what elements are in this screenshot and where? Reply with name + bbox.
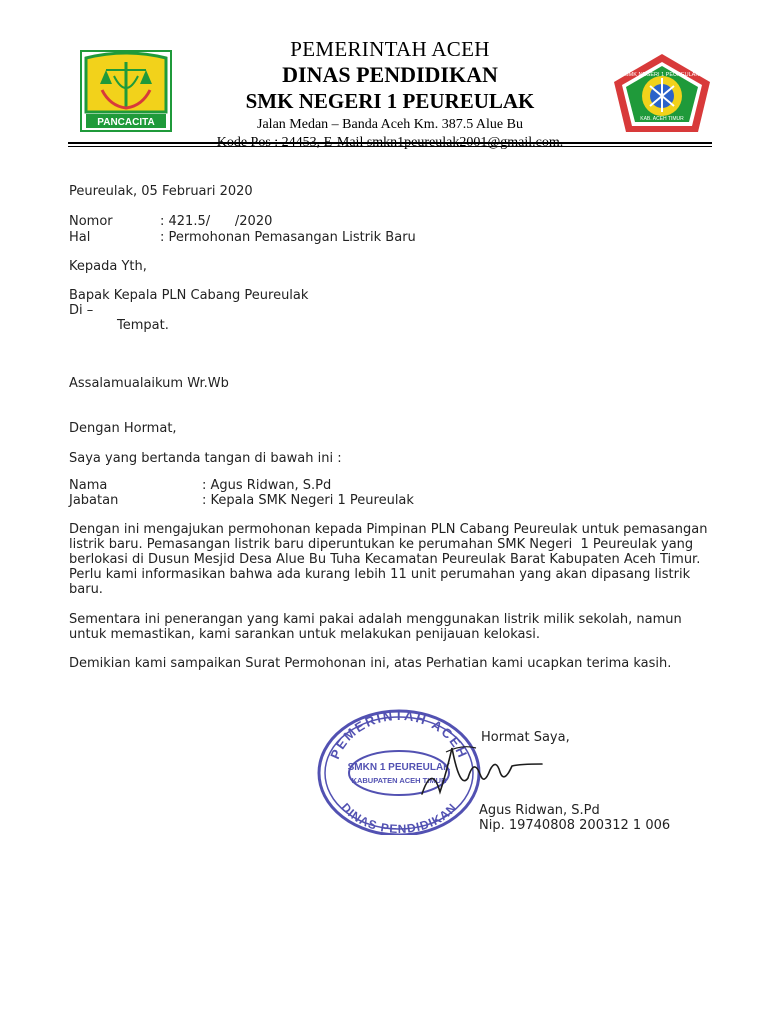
pancacita-text: PANCACITA <box>97 117 155 128</box>
paragraph-1-line: baru. <box>69 582 103 597</box>
letterhead-divider <box>68 142 712 144</box>
pancacita-logo <box>80 50 172 132</box>
letterhead-department: DINAS PENDIDIKAN <box>282 62 498 87</box>
paragraph-3 <box>69 656 689 671</box>
letterhead-government: PEMERINTAH ACEH <box>290 37 490 61</box>
paragraph-1-line: berlokasi di Dusun Mesjid Desa Alue Bu Tuha Kecamatan Peureulak Barat Kabupaten Aceh Timur. <box>69 552 701 567</box>
nomor-label: Nomor <box>69 214 113 229</box>
paragraph-1-line: Perlu kami informasikan bahwa ada kurang lebih 11 unit perumahan yang akan dipasang listrik <box>69 567 691 582</box>
paragraph-2-line: untuk memastikan, kami sarankan untuk melakukan penijauan kelokasi. <box>69 627 541 642</box>
stamp-ring-top-text: PEMERINTAH ACEH <box>327 707 471 762</box>
letterhead <box>180 36 600 151</box>
stamp-center-line2: KABUPATEN ACEH TIMUR <box>351 776 447 785</box>
svg-text:DINAS PENDIDIKAN <box>338 800 459 835</box>
paragraph-1-line: listrik baru. Pemasangan listrik baru diperuntukan ke perumahan SMK Negeri 1 Peureulak yang <box>69 537 694 552</box>
place-date: Peureulak, 05 Februari 2020 <box>69 184 253 199</box>
letterhead-address: Jalan Medan – Banda Aceh Km. 387.5 Alue Bu <box>257 117 523 132</box>
salam: Assalamualaikum Wr.Wb <box>69 376 229 391</box>
letterhead-contact: Kode Pos : 24453, E-Mail smkn1peureulak2001@gmail.com. <box>216 135 564 150</box>
signer-name: Agus Ridwan, S.Pd <box>479 803 600 818</box>
nomor-value: : 421.5/ /2020 <box>160 214 273 229</box>
paragraph-2-line: Sementara ini penerangan yang kami pakai adalah menggunakan listrik milik sekolah, namun <box>69 612 682 627</box>
nama-label: Nama <box>69 478 108 493</box>
paragraph-3-line: Demikian kami sampaikan Surat Permohonan ini, atas Perhatian kami ucapkan terima kasih. <box>69 656 672 671</box>
hormat-open: Dengan Hormat, <box>69 421 177 436</box>
stamp-ring-bottom-text: DINAS PENDIDIKAN <box>338 800 460 835</box>
stamp-center-line1: SMKN 1 PEUREULAK <box>347 762 451 773</box>
paragraph-2 <box>69 612 689 642</box>
letterhead-school: SMK NEGERI 1 PEUREULAK <box>245 89 535 113</box>
school-emblem-logo <box>612 52 712 134</box>
nama-value: : Agus Ridwan, S.Pd <box>202 478 332 493</box>
di: Di – <box>69 303 94 318</box>
closing: Hormat Saya, <box>481 730 570 745</box>
recipient: Bapak Kepala PLN Cabang Peureulak <box>69 288 309 303</box>
emblem-top-text: SMK NEGERI 1 PEUREULAK <box>625 72 699 78</box>
jabatan-value: : Kepala SMK Negeri 1 Peureulak <box>202 493 414 508</box>
jabatan-label: Jabatan <box>69 493 119 508</box>
paragraph-1-line: Dengan ini mengajukan permohonan kepada Pimpinan PLN Cabang Peureulak untuk pemasangan <box>69 522 708 537</box>
hal-value: : Permohonan Pemasangan Listrik Baru <box>160 230 416 245</box>
intro: Saya yang bertanda tangan di bawah ini : <box>69 451 342 466</box>
signer-nip: Nip. 19740808 200312 1 006 <box>479 818 671 833</box>
letterhead-divider-thin <box>68 146 712 147</box>
tempat: Tempat. <box>117 318 169 333</box>
emblem-bottom-text: KAB. ACEH TIMUR <box>640 116 684 122</box>
kepada: Kepada Yth, <box>69 259 147 274</box>
hal-label: Hal <box>69 230 91 245</box>
paragraph-1 <box>69 522 708 597</box>
